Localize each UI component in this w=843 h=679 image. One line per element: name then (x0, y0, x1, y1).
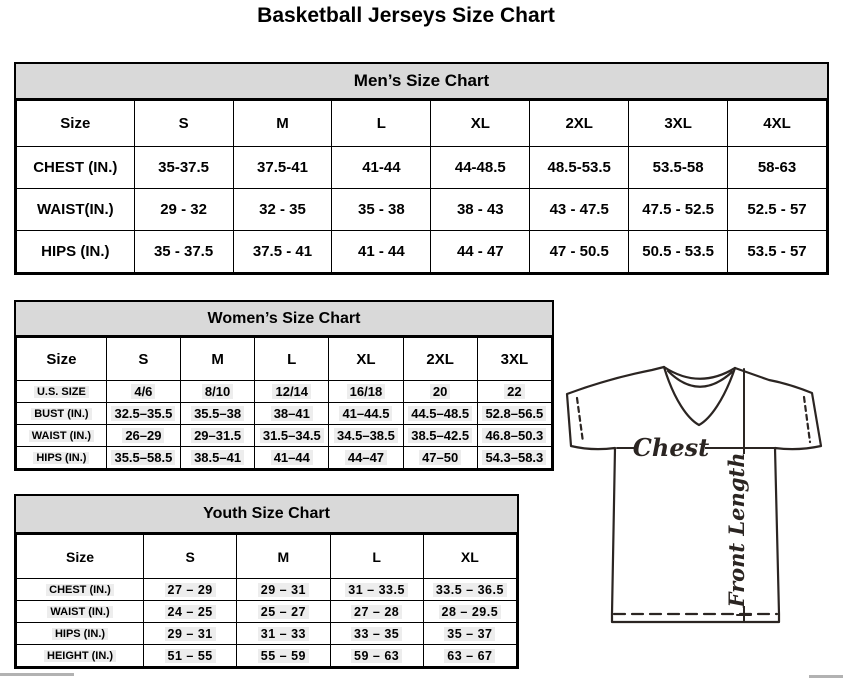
table-row (17, 579, 517, 601)
column-header: S (144, 535, 237, 579)
row-label-text: CHEST (IN.) (33, 159, 118, 176)
row-label-text: U.S. SIZE (34, 386, 89, 398)
cell-value: 44.5–48.5 (408, 406, 472, 421)
table-cell (106, 425, 180, 447)
cell-value: 12/14 (272, 384, 311, 399)
table-cell (144, 579, 237, 601)
cell-value: 55 – 59 (258, 649, 309, 663)
column-header: 2XL (403, 338, 477, 381)
table-cell (144, 645, 237, 667)
table-cell (106, 403, 180, 425)
table-cell (403, 447, 477, 469)
jersey-outline (567, 367, 821, 622)
row-label (17, 601, 144, 623)
row-label (17, 645, 144, 667)
column-header: S (106, 338, 180, 381)
cell-value: 28 – 29.5 (439, 605, 502, 619)
cell-value: 38.5–41 (191, 450, 244, 465)
column-header: 2XL (530, 101, 629, 147)
table-cell (329, 425, 403, 447)
cell-value: 58-63 (757, 159, 797, 176)
cell-value: 38 - 43 (456, 201, 504, 218)
womens-table-title: Women’s Size Chart (16, 302, 552, 337)
table-cell (530, 189, 629, 231)
table-cell (330, 579, 423, 601)
cell-value: 8/10 (202, 384, 233, 399)
table-cell (134, 189, 233, 231)
row-label-text: HIPS (IN.) (41, 243, 110, 260)
header-row (17, 101, 827, 147)
cell-value: 4/6 (131, 384, 155, 399)
table-cell (329, 381, 403, 403)
table-row (17, 231, 827, 273)
table-cell (728, 231, 827, 273)
table-cell (233, 231, 332, 273)
table-cell (144, 601, 237, 623)
cell-value: 29–31.5 (191, 428, 244, 443)
table-cell (255, 425, 329, 447)
table-cell (180, 403, 254, 425)
cell-value: 52.8–56.5 (482, 406, 546, 421)
row-label-text: HIPS (IN.) (52, 628, 108, 640)
table-row (17, 189, 827, 231)
table-cell (403, 403, 477, 425)
row-label (17, 147, 135, 189)
table-cell (403, 381, 477, 403)
cell-value: 38–41 (271, 406, 313, 421)
cell-value: 32 - 35 (259, 201, 306, 218)
cell-value: 35.5–58.5 (111, 450, 175, 465)
row-label-text: HIPS (IN.) (33, 452, 89, 464)
cell-value: 34.5–38.5 (334, 428, 398, 443)
row-label (17, 425, 107, 447)
cell-value: 47.5 - 52.5 (642, 201, 714, 218)
cell-value: 31.5–34.5 (260, 428, 324, 443)
column-header: L (332, 101, 431, 147)
row-label (17, 381, 107, 403)
column-header: L (330, 535, 423, 579)
cell-value: 20 (430, 384, 450, 399)
row-label (17, 189, 135, 231)
cell-value: 46.8–50.3 (482, 428, 546, 443)
column-header: M (180, 338, 254, 381)
table-cell (431, 231, 530, 273)
table-cell (255, 381, 329, 403)
table-cell (477, 447, 551, 469)
cell-value: 24 – 25 (165, 605, 216, 619)
cell-value: 43 - 47.5 (549, 201, 609, 218)
column-header: XL (423, 535, 516, 579)
right-cuff-stitch-line (804, 397, 810, 442)
cell-value: 54.3–58.3 (482, 450, 546, 465)
table-cell (431, 189, 530, 231)
page-title: Basketball Jerseys Size Chart (257, 4, 555, 27)
cell-value: 35 – 37 (444, 627, 495, 641)
column-header: XL (329, 338, 403, 381)
table-cell (423, 579, 516, 601)
column-header: 3XL (477, 338, 551, 381)
cell-value: 29 – 31 (258, 583, 309, 597)
table-cell (728, 189, 827, 231)
table-cell (329, 447, 403, 469)
row-label-text: WAIST (IN.) (29, 430, 94, 442)
cell-value: 52.5 - 57 (747, 201, 807, 218)
cell-value: 29 – 31 (165, 627, 216, 641)
column-header: XL (431, 101, 530, 147)
cell-value: 29 - 32 (160, 201, 207, 218)
table-row (17, 381, 552, 403)
table-cell (423, 623, 516, 645)
mens-table-title: Men’s Size Chart (16, 64, 827, 100)
cell-value: 59 – 63 (351, 649, 402, 663)
cell-value: 53.5-58 (652, 159, 704, 176)
table-cell (330, 623, 423, 645)
row-label-text: BUST (IN.) (31, 408, 91, 420)
table-cell (423, 601, 516, 623)
cell-value: 31 – 33 (258, 627, 309, 641)
cell-value: 31 – 33.5 (345, 583, 408, 597)
table-cell (237, 623, 330, 645)
column-header: M (233, 101, 332, 147)
table-cell (403, 425, 477, 447)
column-header: S (134, 101, 233, 147)
left-cuff-stitch-line (577, 398, 583, 442)
cell-value: 44 - 47 (456, 243, 504, 260)
table-cell (180, 425, 254, 447)
row-label (17, 623, 144, 645)
row-label-text: WAIST(IN.) (36, 201, 114, 218)
table-cell (237, 601, 330, 623)
womens-table (16, 337, 552, 469)
table-row (17, 403, 552, 425)
table-cell (233, 189, 332, 231)
cell-value: 16/18 (347, 384, 386, 399)
cell-value: 51 – 55 (165, 649, 216, 663)
cell-value: 22 (504, 384, 524, 399)
table-cell (330, 645, 423, 667)
cell-value: 27 – 28 (351, 605, 402, 619)
cell-value: 35 - 38 (358, 201, 405, 218)
cell-value: 27 – 29 (165, 583, 216, 597)
table-cell (180, 447, 254, 469)
table-cell (728, 147, 827, 189)
column-header: Size (17, 338, 107, 381)
table-cell (477, 403, 551, 425)
mens-size-chart-section (14, 62, 829, 275)
column-header: M (237, 535, 330, 579)
table-cell (629, 189, 728, 231)
cell-value: 41 - 44 (358, 243, 405, 260)
cell-value: 47–50 (419, 450, 461, 465)
row-label (17, 447, 107, 469)
cell-value: 44-48.5 (454, 159, 506, 176)
table-row (17, 645, 517, 667)
cell-value: 33 – 35 (351, 627, 402, 641)
table-row (17, 425, 552, 447)
table-cell (237, 645, 330, 667)
column-header: 3XL (629, 101, 728, 147)
table-cell (629, 147, 728, 189)
cell-value: 35.5–38 (191, 406, 244, 421)
table-cell (423, 645, 516, 667)
table-cell (629, 231, 728, 273)
cell-value: 37.5-41 (257, 159, 308, 176)
cell-value: 53.5 - 57 (747, 243, 807, 260)
cell-value: 35-37.5 (158, 159, 210, 176)
table-row (17, 147, 827, 189)
womens-size-chart-section (14, 300, 554, 471)
table-cell (255, 447, 329, 469)
cell-value: 48.5-53.5 (547, 159, 611, 176)
row-label-text: WAIST (IN.) (47, 606, 112, 618)
cell-value: 33.5 – 36.5 (433, 583, 507, 597)
table-cell (106, 381, 180, 403)
cell-value: 63 – 67 (444, 649, 495, 663)
row-label (17, 231, 135, 273)
table-cell (106, 447, 180, 469)
horizontal-scrollbar-fragment-right[interactable] (809, 675, 843, 678)
cell-value: 44–47 (345, 450, 387, 465)
table-cell (237, 579, 330, 601)
table-cell (477, 381, 551, 403)
cell-value: 41-44 (362, 159, 401, 176)
table-cell (332, 231, 431, 273)
cell-value: 50.5 - 53.5 (642, 243, 714, 260)
cell-value: 47 - 50.5 (549, 243, 609, 260)
table-row (17, 447, 552, 469)
row-label (17, 579, 144, 601)
table-cell (134, 147, 233, 189)
table-cell (144, 623, 237, 645)
table-cell (332, 189, 431, 231)
cell-value: 25 – 27 (258, 605, 309, 619)
table-cell (329, 403, 403, 425)
cell-value: 41–44 (271, 450, 313, 465)
header-row (17, 535, 517, 579)
table-cell (530, 147, 629, 189)
chest-label: Chest (632, 433, 710, 462)
cell-value: 37.5 - 41 (252, 243, 313, 260)
jersey-measurement-diagram (552, 356, 843, 632)
cell-value: 26–29 (122, 428, 164, 443)
table-cell (180, 381, 254, 403)
row-label (17, 403, 107, 425)
cell-value: 41–44.5 (339, 406, 392, 421)
youth-table (16, 534, 517, 667)
table-cell (477, 425, 551, 447)
mens-table (16, 100, 827, 273)
table-cell (233, 147, 332, 189)
column-header: Size (17, 535, 144, 579)
front-length-label: Front Length (724, 452, 749, 608)
row-label-text: HEIGHT (IN.) (44, 650, 116, 662)
cell-value: 35 - 37.5 (153, 243, 214, 260)
column-header: Size (17, 101, 135, 147)
youth-size-chart-section (14, 494, 519, 669)
header-row (17, 338, 552, 381)
row-label-text: CHEST (IN.) (46, 584, 114, 596)
table-cell (255, 403, 329, 425)
column-header: 4XL (728, 101, 827, 147)
table-cell (134, 231, 233, 273)
table-row (17, 623, 517, 645)
table-cell (530, 231, 629, 273)
cell-value: 32.5–35.5 (111, 406, 175, 421)
table-cell (332, 147, 431, 189)
youth-table-title: Youth Size Chart (16, 496, 517, 534)
cell-value: 38.5–42.5 (408, 428, 472, 443)
table-cell (330, 601, 423, 623)
horizontal-scrollbar-fragment-left[interactable] (0, 673, 74, 676)
table-row (17, 601, 517, 623)
column-header: L (255, 338, 329, 381)
table-cell (431, 147, 530, 189)
